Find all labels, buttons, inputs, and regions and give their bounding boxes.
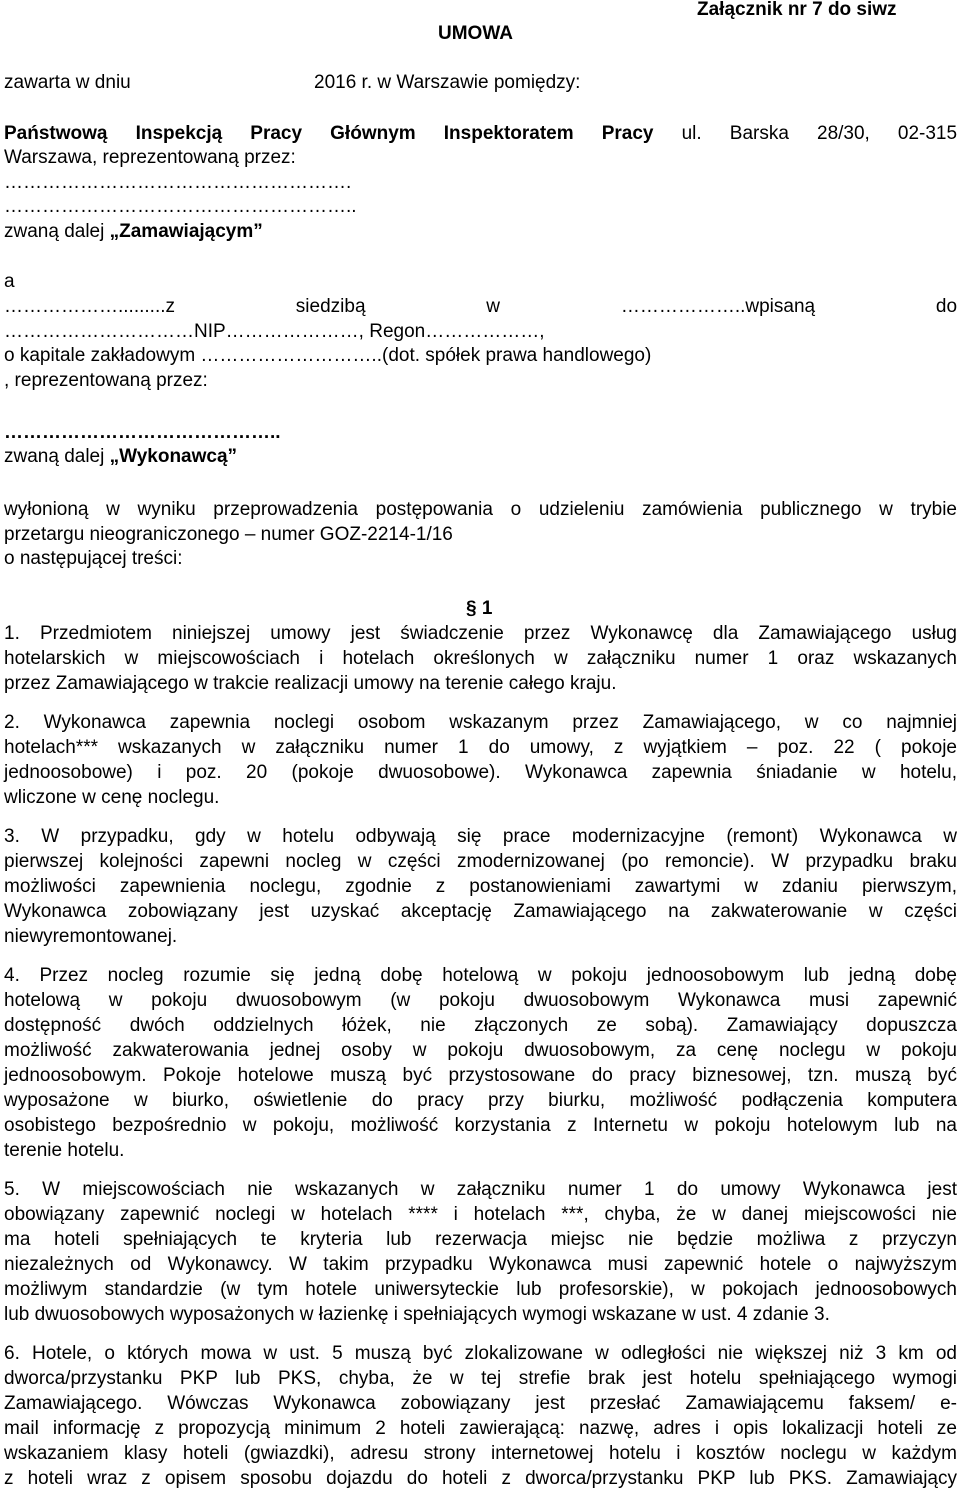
paragraph-4-line: dostępność dwóch oddzielnych łóżek, nie złączonych ze sobą). Zamawiający dopuszcza <box>4 1015 957 1036</box>
party1-word: Państwową <box>4 123 108 144</box>
paragraph-6-line: Zamawiającego. Wówczas Wykonawca zobowiązany jest przesłać Zamawiającemu faksem/ e- <box>4 1393 957 1414</box>
party1-word: Głównym <box>330 123 416 144</box>
selection-line1: wyłonioną w wyniku przeprowadzenia postępowania o udzieleniu zamówienia publicznego w trybie <box>4 499 957 520</box>
paragraph-3-line: 3. W przypadku, gdy w hotelu odbywają się prace modernizacyjne (remont) Wykonawca w <box>4 826 957 847</box>
paragraph-6-line: 6. Hotele, o których mowa w ust. 5 muszą być zlokalizowane w odległości nie większej niż 3 km od <box>4 1343 957 1364</box>
paragraph-6-line: wskazaniem klasy hoteli (gwiazdki), adresu strony internetowej hotelu i kosztów noclegu w każdym <box>4 1443 957 1464</box>
paragraph-1-line: przez Zamawiającego w trakcie realizacji umowy na terenie całego kraju. <box>4 673 617 694</box>
party2-line3: o kapitale zakładowym ………………………..(dot. spółek prawa handlowego) <box>4 345 652 366</box>
paragraph-4-line: jednoosobowym. Pokoje hotelowe muszą być przystosowane do pracy biznesowej, tzn. muszą być <box>4 1065 957 1086</box>
paragraph-5-line: ma hoteli spełniających te kryteria lub rezerwacja miejsc nie będzie możliwa z przyczyn <box>4 1229 957 1250</box>
paragraph-4-line: 4. Przez nocleg rozumie się jedną dobę hotelową w pokoju jednoosobowym lub jedną dobę <box>4 965 957 986</box>
paragraph-3-line: niewyremontowanej. <box>4 926 178 947</box>
paragraph-1-line: 1. Przedmiotem niniejszej umowy jest świadczenie przez Wykonawcę dla Zamawiającego usług <box>4 623 957 644</box>
party2-word: siedzibą <box>295 296 366 317</box>
paragraph-1-line: hotelarskich w miejscowościach i hotelach określonych w załączniku numer 1 oraz wskazanych <box>4 648 957 669</box>
paragraph-2-line: jednoosobowe) i poz. 20 (pokoje dwuosobowe). Wykonawca zapewnia śniadanie w hotelu, <box>4 762 957 783</box>
called-prefix: zwaną dalej <box>4 446 110 467</box>
paragraph-4-line: terenie hotelu. <box>4 1140 125 1161</box>
section-heading: § 1 <box>466 598 493 619</box>
party1-word: Pracy <box>601 123 654 144</box>
paragraph-5-line: niezależnych od Wykonawcy. W takim przypadku Wykonawca musi zapewnić hotele o najwyższym <box>4 1254 957 1275</box>
paragraph-4-line: wyposażone w biurko, oświetlenie do pracy przy biurku, możliwość podłączenia komputera <box>4 1090 957 1111</box>
party2-word: do <box>935 296 958 317</box>
paragraph-5-line: możliwym standardzie (w tym hotele uniwersyteckie lub profesorskie), w pokojach jednoosobowych <box>4 1279 957 1300</box>
conjunction: a <box>4 271 15 292</box>
party1-dots1: ………………………………………………. <box>4 172 352 193</box>
party2-line1 <box>4 295 957 320</box>
party2-word: ………………..wpisaną <box>620 296 816 317</box>
paragraph-2-line: hotelach*** wskazanych w załączniku numer 1 do umowy, z wyjątkiem – poz. 22 ( pokoje <box>4 737 957 758</box>
paragraph-5-line: obowiązany zapewnić noclegi w hotelach **** i hotelach ***, chyba, że w danej miejscowości nie <box>4 1204 957 1225</box>
year-place-text: 2016 r. w Warszawie pomiędzy: <box>314 72 581 93</box>
party2-line4: , reprezentowaną przez: <box>4 370 208 391</box>
paragraph-3-line: Wykonawca zobowiązany jest uzyskać akceptację Zamawiającego na zakwaterowanie w części <box>4 901 957 922</box>
party2-dots: …………………………………….. <box>4 422 281 443</box>
paragraph-2-line: 2. Wykonawca zapewnia noclegi osobom wskazanym przez Zamawiającego, w co najmniej <box>4 712 957 733</box>
party2-word: w <box>486 296 501 317</box>
paragraph-3-line: możliwości zapewnienia noclegu, zgodnie z postanowieniami zawartymi w zdaniu pierwszym, <box>4 876 957 897</box>
party1-called-name: „Zamawiającym” <box>109 221 263 242</box>
party1-word: Barska 28/30, 02-315 <box>729 123 958 144</box>
attachment-label: Załącznik nr 7 do siwz <box>697 0 897 20</box>
party2-word: ……………….........z <box>4 296 176 317</box>
party2-line2: …………………………NIP…………………, Regon………………, <box>4 321 545 342</box>
document-title: UMOWA <box>438 23 513 44</box>
selection-line2: przetargu nieograniczonego – numer GOZ-2214-1/16 <box>4 524 453 545</box>
paragraph-6-line: z hoteli wraz z opisem sposobu dojazdu do hoteli z dworca/przystanku PKP lub PKS. Zamawiający <box>4 1468 957 1489</box>
paragraph-4-line: osobistego bezpośrednio w pokoju, możliwość korzystania z Internetu w pokoju hotelowym lub na <box>4 1115 957 1136</box>
paragraph-2-line: wliczone w cenę noclegu. <box>4 787 220 808</box>
paragraph-5-line: lub dwuosobowych wyposażonych w łazienkę i spełniających wymogi wskazane w ust. 4 zdanie 3. <box>4 1304 830 1325</box>
party2-called <box>4 445 237 470</box>
party1-word: ul. <box>681 123 702 144</box>
party1-word: Inspektoratem <box>443 123 574 144</box>
party2-called-name: „Wykonawcą” <box>109 446 238 467</box>
party1-dots2: ……………………………………………….. <box>4 196 357 217</box>
paragraph-4-line: możliwość zakwaterowania jednej osoby w pokoju dwuosobowym, za cenę noclegu w pokoju <box>4 1040 957 1061</box>
called-prefix: zwaną dalej <box>4 221 110 242</box>
selection-line3: o następującej treści: <box>4 548 183 569</box>
party1-called <box>4 220 263 245</box>
party1-line2: Warszawa, reprezentowaną przez: <box>4 147 296 168</box>
paragraph-3-line: pierwszej kolejności zapewni nocleg w części zmodernizowanej (po remoncie). W przypadku braku <box>4 851 957 872</box>
paragraph-6-line: dworca/przystanku PKP lub PKS, chyba, że w tej strefie brak jest hotelu spełniającego wymogi <box>4 1368 957 1389</box>
paragraph-4-line: hotelową w pokoju dwuosobowym (w pokoju dwuosobowym Wykonawca musi zapewnić <box>4 990 957 1011</box>
paragraph-5-line: 5. W miejscowościach nie wskazanych w załączniku numer 1 do umowy Wykonawca jest <box>4 1179 957 1200</box>
paragraph-6-line: mail informację z propozycją minimum 2 hoteli zawierającą: nazwę, adres i opis lokalizacji hoteli ze <box>4 1418 957 1439</box>
party1-word: Pracy <box>250 123 303 144</box>
party1-line1 <box>4 122 957 147</box>
concluded-on-label: zawarta w dniu <box>4 72 131 93</box>
party1-word: Inspekcją <box>135 123 223 144</box>
